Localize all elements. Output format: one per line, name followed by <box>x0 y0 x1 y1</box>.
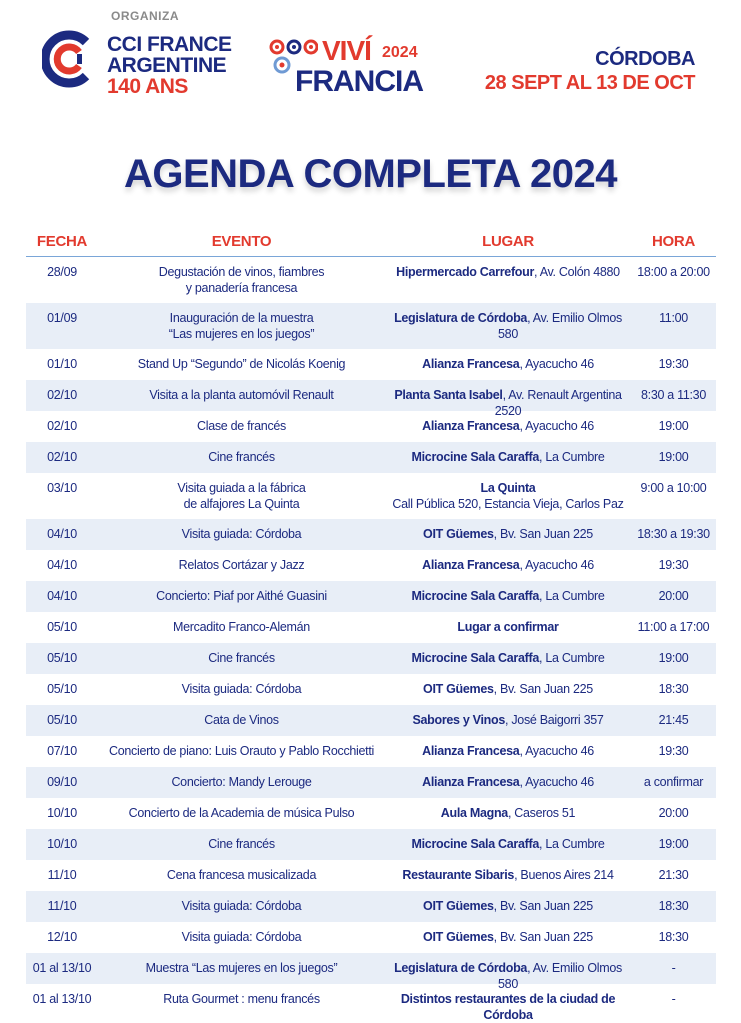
evento-line: Muestra “Las mujeres en los juegos” <box>145 961 338 975</box>
cell-fecha: 05/10 <box>47 713 77 727</box>
cell-fecha: 05/10 <box>47 651 77 665</box>
lugar-address-line: Call Pública 520, Estancia Vieja, Carlos Paz <box>392 497 624 511</box>
evento-line: Stand Up “Segundo” de Nicolás Koenig <box>137 357 346 371</box>
cell-fecha: 01 al 13/10 <box>32 961 92 975</box>
organiza-label: ORGANIZA <box>111 9 179 23</box>
cell-hora: 11:00 <box>659 311 688 325</box>
table-row <box>26 829 716 860</box>
table-row <box>26 922 716 953</box>
lugar-line <box>385 356 631 372</box>
evento-line: “Las mujeres en los juegos” <box>168 327 315 341</box>
cell-fecha: 11/10 <box>47 868 77 882</box>
lugar-line <box>385 867 631 883</box>
cell-hora: 19:30 <box>658 744 689 758</box>
cell-evento <box>98 984 385 1007</box>
header-hora: HORA <box>652 232 695 250</box>
cell-fecha: 01/10 <box>47 357 77 371</box>
cell-evento <box>98 519 385 542</box>
lugar-venue: Distintos restaurantes de la ciudad de Córdoba <box>400 992 616 1022</box>
cell-lugar <box>385 581 631 604</box>
cell-fecha: 05/10 <box>47 620 77 634</box>
header-evento: EVENTO <box>211 232 272 250</box>
cell-evento <box>98 829 385 852</box>
cell-lugar <box>385 922 631 945</box>
lugar-venue: Alianza Francesa <box>422 744 520 758</box>
cell-fecha: 10/10 <box>47 837 77 851</box>
cell-fecha: 28/09 <box>47 265 77 279</box>
cell-evento <box>98 442 385 465</box>
lugar-address: , Bv. San Juan 225 <box>493 527 593 541</box>
lugar-line <box>385 929 631 945</box>
table-row <box>26 612 716 643</box>
table-row <box>26 257 716 303</box>
cell-lugar <box>385 705 631 728</box>
lugar-venue: OIT Güemes <box>423 682 494 696</box>
lugar-venue: Alianza Francesa <box>422 775 520 789</box>
table-row <box>26 767 716 798</box>
lugar-address: , Ayacucho 46 <box>519 419 594 433</box>
lugar-line <box>385 264 631 280</box>
cell-fecha: 02/10 <box>47 419 77 433</box>
table-row <box>26 860 716 891</box>
cci-wordmark <box>107 34 232 97</box>
cell-evento <box>98 953 385 976</box>
table-row <box>26 473 716 519</box>
evento-line: Relatos Cortázar y Jazz <box>178 558 305 572</box>
lugar-venue: OIT Güemes <box>423 930 494 944</box>
lugar-line <box>385 449 631 465</box>
cell-evento <box>98 736 385 759</box>
cell-hora: 8:30 a 11:30 <box>641 388 706 402</box>
cell-lugar <box>385 349 631 372</box>
cci-line-3: 140 ANS <box>107 75 188 98</box>
cell-hora: 18:30 <box>658 899 689 913</box>
evento-line: Visita guiada: Córdoba <box>181 899 302 913</box>
cell-evento <box>98 380 385 403</box>
cell-fecha: 07/10 <box>47 744 77 758</box>
cell-fecha: 02/10 <box>47 450 77 464</box>
lugar-address: , Av. Emilio Olmos 580 <box>498 961 622 991</box>
cell-hora: 19:00 <box>658 837 689 851</box>
evento-line: Inauguración de la muestra <box>169 311 314 325</box>
evento-line: Visita guiada: Córdoba <box>181 930 302 944</box>
cell-lugar <box>385 829 631 852</box>
city-label: CÓRDOBA <box>595 48 695 70</box>
table-row <box>26 442 716 473</box>
cell-evento <box>98 473 385 512</box>
lugar-venue: Alianza Francesa <box>422 558 520 572</box>
cell-hora: 19:30 <box>658 558 689 572</box>
lugar-venue: Microcine Sala Caraffa <box>411 651 539 665</box>
lugar-address: , La Cumbre <box>539 450 605 464</box>
vivi-line-1: VIVÍ <box>322 35 371 66</box>
cell-fecha: 09/10 <box>47 775 77 789</box>
page-title: AGENDA COMPLETA 2024 <box>123 152 618 196</box>
agenda-table <box>26 226 716 1022</box>
evento-line: Cine francés <box>208 450 275 464</box>
cell-evento <box>98 550 385 573</box>
lugar-venue: OIT Güemes <box>423 899 494 913</box>
cell-lugar <box>385 612 631 635</box>
lugar-venue: Lugar a confirmar <box>457 620 559 634</box>
vivi-francia-wordmark <box>295 35 423 98</box>
cell-evento <box>98 411 385 434</box>
lugar-line <box>385 774 631 790</box>
vivi-year: 2024 <box>382 44 418 61</box>
cell-evento <box>98 349 385 372</box>
header-lugar: LUGAR <box>482 232 534 250</box>
cell-lugar <box>385 674 631 697</box>
cell-evento <box>98 705 385 728</box>
lugar-address: , La Cumbre <box>539 651 605 665</box>
cell-hora: 20:00 <box>658 589 689 603</box>
table-row <box>26 411 716 442</box>
lugar-venue: Microcine Sala Caraffa <box>411 589 539 603</box>
cell-fecha: 03/10 <box>47 481 77 495</box>
cell-evento <box>98 891 385 914</box>
lugar-address: , Ayacucho 46 <box>519 357 594 371</box>
lugar-address: , Bv. San Juan 225 <box>493 682 593 696</box>
cell-lugar <box>385 303 631 342</box>
lugar-address: , La Cumbre <box>539 837 605 851</box>
lugar-venue: Alianza Francesa <box>422 419 520 433</box>
table-row <box>26 891 716 922</box>
lugar-line <box>385 588 631 604</box>
cell-lugar <box>385 860 631 883</box>
cell-lugar <box>385 550 631 573</box>
lugar-line <box>385 310 631 342</box>
cell-fecha: 04/10 <box>47 558 77 572</box>
table-row <box>26 303 716 349</box>
cell-hora: - <box>671 992 676 1006</box>
cell-evento <box>98 643 385 666</box>
table-body <box>26 257 716 1022</box>
lugar-venue: Microcine Sala Caraffa <box>411 450 539 464</box>
evento-line: Mercadito Franco-Alemán <box>173 620 310 634</box>
cell-fecha: 05/10 <box>47 682 77 696</box>
lugar-address: , José Baigorri 357 <box>505 713 604 727</box>
lugar-venue: Restaurante Sibaris <box>402 868 515 882</box>
cell-lugar <box>385 473 631 512</box>
cell-hora: 20:00 <box>658 806 689 820</box>
cell-hora: 9:00 a 10:00 <box>640 481 707 495</box>
cell-lugar <box>385 519 631 542</box>
lugar-line <box>385 805 631 821</box>
table-row <box>26 349 716 380</box>
evento-line: Degustación de vinos, fiambres <box>158 265 325 279</box>
cci-line-1: CCI FRANCE <box>107 33 232 56</box>
table-row <box>26 705 716 736</box>
header-fecha: FECHA <box>36 232 88 250</box>
cell-hora: 18:00 a 20:00 <box>637 265 710 279</box>
cell-lugar <box>385 643 631 666</box>
lugar-line <box>385 650 631 666</box>
lugar-address: , Ayacucho 46 <box>519 744 594 758</box>
cell-hora: 21:45 <box>658 713 689 727</box>
cell-evento <box>98 860 385 883</box>
lugar-venue: Hipermercado Carrefour <box>396 265 535 279</box>
evento-line: Visita a la planta automóvil Renault <box>149 388 334 402</box>
vivi-line-2: FRANCIA <box>295 65 423 98</box>
lugar-address: , Bv. San Juan 225 <box>493 899 593 913</box>
table-header <box>26 226 716 257</box>
cell-fecha: 04/10 <box>47 527 77 541</box>
cci-logo-icon <box>42 30 94 88</box>
cell-lugar <box>385 736 631 759</box>
cell-hora: a confirmar <box>643 775 704 789</box>
cell-evento <box>98 674 385 697</box>
evento-line: Cine francés <box>208 651 275 665</box>
table-row <box>26 643 716 674</box>
lugar-line <box>385 619 631 635</box>
table-row <box>26 519 716 550</box>
cell-hora: 19:00 <box>658 651 689 665</box>
lugar-venue: Legislatura de Córdoba <box>394 311 528 325</box>
cell-evento <box>98 257 385 296</box>
lugar-line <box>385 836 631 852</box>
evento-line: Cata de Vinos <box>204 713 279 727</box>
lugar-address: , Buenos Aires 214 <box>514 868 614 882</box>
cell-evento <box>98 612 385 635</box>
lugar-venue: Planta Santa Isabel <box>394 388 503 402</box>
dates-label: 28 SEPT AL 13 DE OCT <box>484 72 695 94</box>
lugar-address: , Av. Colón 4880 <box>534 265 620 279</box>
lugar-line <box>385 743 631 759</box>
table-row <box>26 953 716 991</box>
lugar-address: , Caseros 51 <box>507 806 576 820</box>
evento-line: Cena francesa musicalizada <box>166 868 317 882</box>
lugar-address: , Bv. San Juan 225 <box>493 930 593 944</box>
evento-line: Clase de francés <box>197 419 286 433</box>
cell-fecha: 04/10 <box>47 589 77 603</box>
lugar-address: , Av. Renault Argentina 2520 <box>494 388 622 418</box>
cell-fecha: 01 al 13/10 <box>32 992 92 1006</box>
lugar-venue: Sabores y Vinos <box>412 713 505 727</box>
evento-line: Visita guiada a la fábrica <box>177 481 306 495</box>
evento-line: Concierto de piano: Luis Orauto y Pablo Rocchietti <box>108 744 375 758</box>
lugar-venue: Microcine Sala Caraffa <box>411 837 539 851</box>
lugar-venue: Alianza Francesa <box>422 357 520 371</box>
cell-lugar <box>385 767 631 790</box>
cell-evento <box>98 581 385 604</box>
cell-fecha: 01/09 <box>47 311 77 325</box>
lugar-address: , La Cumbre <box>539 589 605 603</box>
evento-line: Visita guiada: Córdoba <box>181 527 302 541</box>
evento-line: de alfajores La Quinta <box>183 497 300 511</box>
cell-fecha: 10/10 <box>47 806 77 820</box>
cell-lugar <box>385 798 631 821</box>
cell-hora: 19:30 <box>658 357 689 371</box>
cell-lugar <box>385 442 631 465</box>
lugar-address: , Ayacucho 46 <box>519 558 594 572</box>
lugar-venue: Legislatura de Córdoba <box>394 961 528 975</box>
cell-hora: 18:30 a 19:30 <box>637 527 710 541</box>
lugar-line <box>385 991 631 1023</box>
page-header <box>0 0 741 120</box>
evento-line: Concierto: Piaf por Aithé Guasini <box>156 589 327 603</box>
evento-line: Concierto de la Academia de música Pulso <box>128 806 355 820</box>
table-row <box>26 550 716 581</box>
cell-evento <box>98 798 385 821</box>
lugar-venue: Aula Magna <box>440 806 508 820</box>
evento-line: y panadería francesa <box>185 281 298 295</box>
lugar-line <box>385 480 631 496</box>
table-row <box>26 674 716 705</box>
lugar-venue: La Quinta <box>480 481 536 495</box>
cell-hora: 18:30 <box>658 930 689 944</box>
cell-lugar <box>385 984 631 1023</box>
cell-lugar <box>385 411 631 434</box>
cell-evento <box>98 303 385 342</box>
cell-lugar <box>385 891 631 914</box>
cell-fecha: 12/10 <box>47 930 77 944</box>
lugar-line <box>385 898 631 914</box>
lugar-line <box>385 712 631 728</box>
lugar-address: , Av. Emilio Olmos 580 <box>498 311 622 341</box>
lugar-line <box>385 418 631 434</box>
lugar-line <box>385 557 631 573</box>
table-row <box>26 984 716 1022</box>
table-row <box>26 581 716 612</box>
table-row <box>26 798 716 829</box>
cell-hora: 19:00 <box>658 419 689 433</box>
table-row <box>26 380 716 418</box>
cell-hora: - <box>671 961 676 975</box>
lugar-address: , Ayacucho 46 <box>519 775 594 789</box>
evento-line: Cine francés <box>208 837 275 851</box>
table-row <box>26 736 716 767</box>
lugar-line <box>385 681 631 697</box>
cell-evento <box>98 922 385 945</box>
cell-hora: 19:00 <box>658 450 689 464</box>
cell-fecha: 02/10 <box>47 388 77 402</box>
cci-line-2: ARGENTINE <box>107 54 227 77</box>
cell-evento <box>98 767 385 790</box>
evento-line: Visita guiada: Córdoba <box>181 682 302 696</box>
lugar-venue: OIT Güemes <box>423 527 494 541</box>
cell-fecha: 11/10 <box>47 899 77 913</box>
evento-line: Ruta Gourmet : menu francés <box>163 992 320 1006</box>
cell-hora: 18:30 <box>658 682 689 696</box>
cell-lugar <box>385 257 631 280</box>
cell-hora: 21:30 <box>658 868 689 882</box>
lugar-line <box>385 526 631 542</box>
cell-hora: 11:00 a 17:00 <box>637 620 710 634</box>
evento-line: Concierto: Mandy Lerouge <box>171 775 312 789</box>
